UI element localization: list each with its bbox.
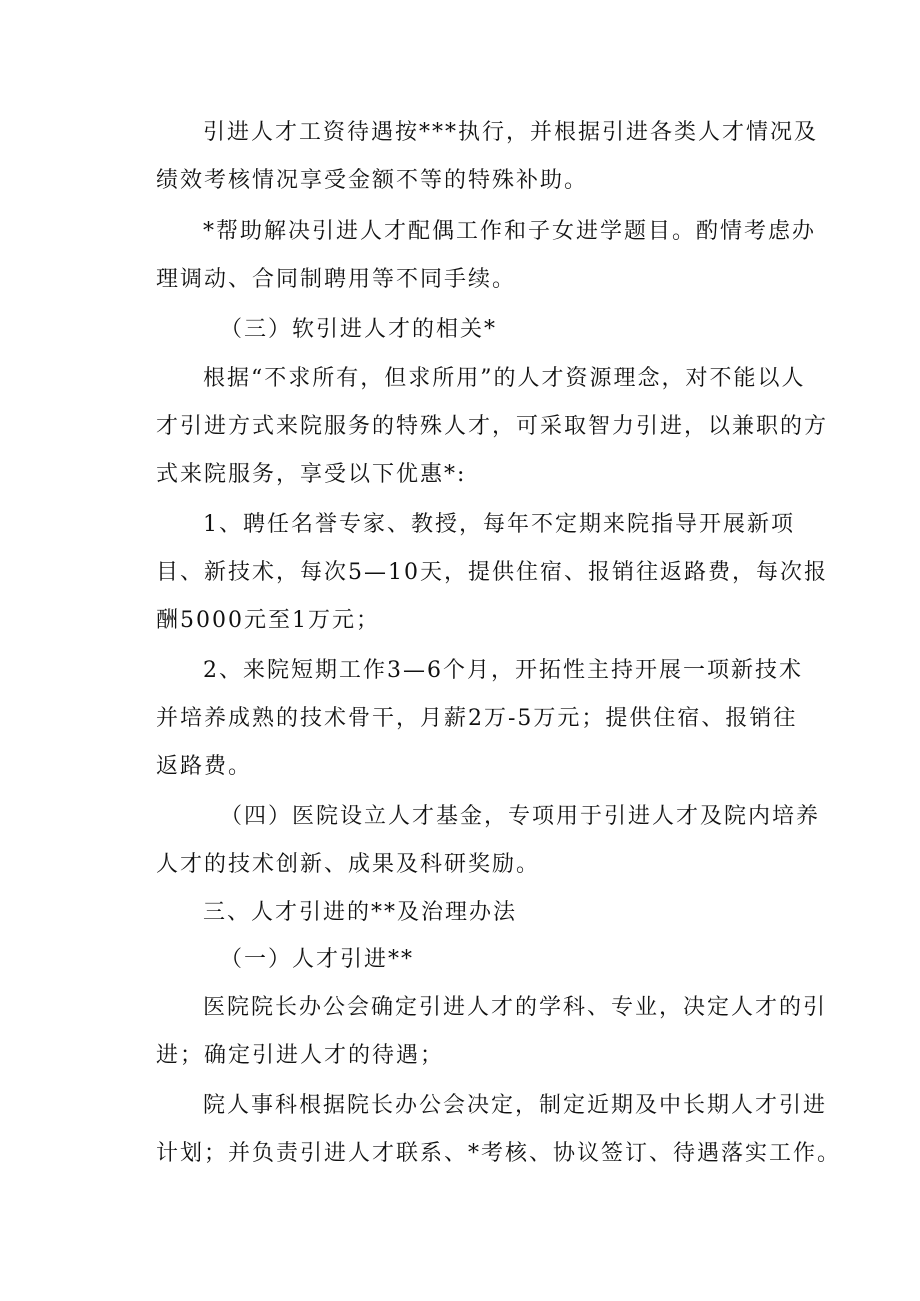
section-heading-1: （一）人才引进** — [220, 947, 415, 972]
paragraph-line: 人才的技术创新、成果及科研奖励。 — [156, 852, 541, 877]
paragraph-line: 并培养成熟的技术骨干，月薪2万-5万元；提供住宿、报销往 — [156, 706, 798, 731]
paragraph-line: 绩效考核情况享受金额不等的特殊补助。 — [156, 168, 589, 193]
section-heading-3: （三）软引进人才的相关* — [220, 317, 498, 342]
paragraph-line: 式来院服务，享受以下优惠*: — [156, 462, 467, 487]
section-heading-4: （四）医院设立人才基金，专项用于引进人才及院内培养 — [220, 804, 821, 829]
paragraph-line: 引进人才工资待遇按***执行，并根据引进各类人才情况及 — [203, 120, 819, 145]
paragraph-line: 目、新技术，每次5—10天，提供住宿、报销往返路费，每次报 — [156, 560, 828, 585]
list-item-1: 1、聘任名誉专家、教授，每年不定期来院指导开展新项 — [203, 512, 795, 537]
paragraph-line: 进；确定引进人才的待遇； — [156, 1043, 445, 1068]
paragraph-line: 理调动、合同制聘用等不同手续。 — [156, 267, 517, 292]
paragraph-line: 根据“不求所有，但求所用”的人才资源理念，对不能以人 — [203, 366, 806, 391]
chapter-heading: 三、人才引进的**及治理办法 — [203, 900, 518, 925]
paragraph-line: 返路费。 — [156, 754, 253, 779]
list-item-2: 2、来院短期工作3—6个月，开拓性主持开展一项新技术 — [203, 658, 803, 683]
paragraph-line: *帮助解决引进人才配偶工作和子女进学题目。酌情考虑办 — [203, 219, 817, 244]
paragraph-line: 医院院长办公会确定引进人才的学科、专业，决定人才的引 — [203, 995, 828, 1020]
paragraph-line: 院人事科根据院长办公会决定，制定近期及中长期人才引进 — [203, 1093, 828, 1118]
paragraph-line: 酬5000元至1万元； — [156, 608, 380, 633]
paragraph-line: 计划；并负责引进人才联系、*考核、协议签订、待遇落实工作。 — [156, 1141, 842, 1166]
paragraph-line: 才引进方式来院服务的特殊人才，可采取智力引进，以兼职的方 — [156, 414, 829, 439]
